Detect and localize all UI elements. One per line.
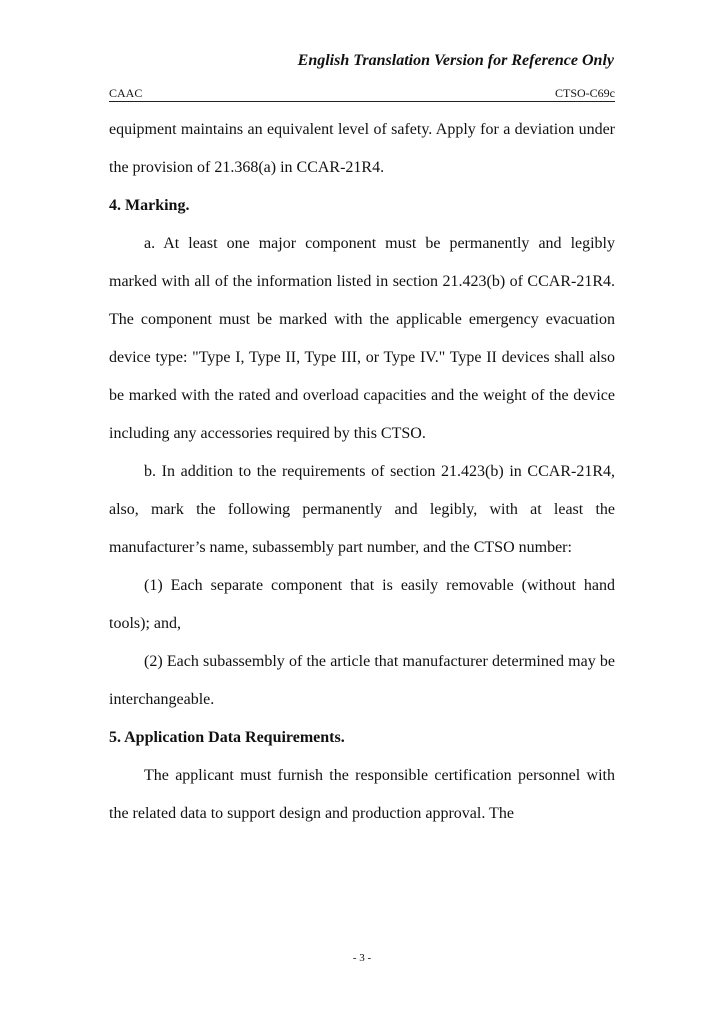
header-document-id: CTSO-C69c <box>555 86 615 100</box>
paragraph-marking-b-2: (2) Each subassembly of the article that manufacturer determined may be interchangeable. <box>109 653 615 708</box>
paragraph-marking-b-1: (1) Each separate component that is easily removable (without hand tools); and, <box>109 577 615 632</box>
paragraph-marking-b: b. In addition to the requirements of section 21.423(b) in CCAR-21R4, also, mark the following permanently and legibly, with at least the manufacturer’s name, subassembly part number, and the CTSO number: <box>109 463 615 556</box>
paragraph-continuation: equipment maintains an equivalent level of safety. Apply for a deviation under the provision of 21.368(a) in CCAR-21R4. <box>109 121 615 176</box>
document-body <box>109 111 615 833</box>
paragraph-marking-a: a. At least one major component must be permanently and legibly marked with all of the information listed in section 21.423(b) of CCAR-21R4. The component must be marked with the applicable emergency evacuation device type: "Type I, Type II, Type III, or Type IV." Type II devices shall also be marked with the rated and overload capacities and the weight of the device including any accessories required by this CTSO. <box>109 235 615 442</box>
running-header <box>109 86 615 102</box>
page-number: - 3 - <box>352 952 372 964</box>
section-heading-application-data: 5. Application Data Requirements. <box>109 729 345 746</box>
section-heading-marking: 4. Marking. <box>109 197 190 214</box>
header-organization: CAAC <box>109 86 143 100</box>
paragraph-application-data: The applicant must furnish the responsible certification personnel with the related data to support design and production approval. The <box>109 767 615 822</box>
document-banner: English Translation Version for Reference Only <box>297 52 614 69</box>
